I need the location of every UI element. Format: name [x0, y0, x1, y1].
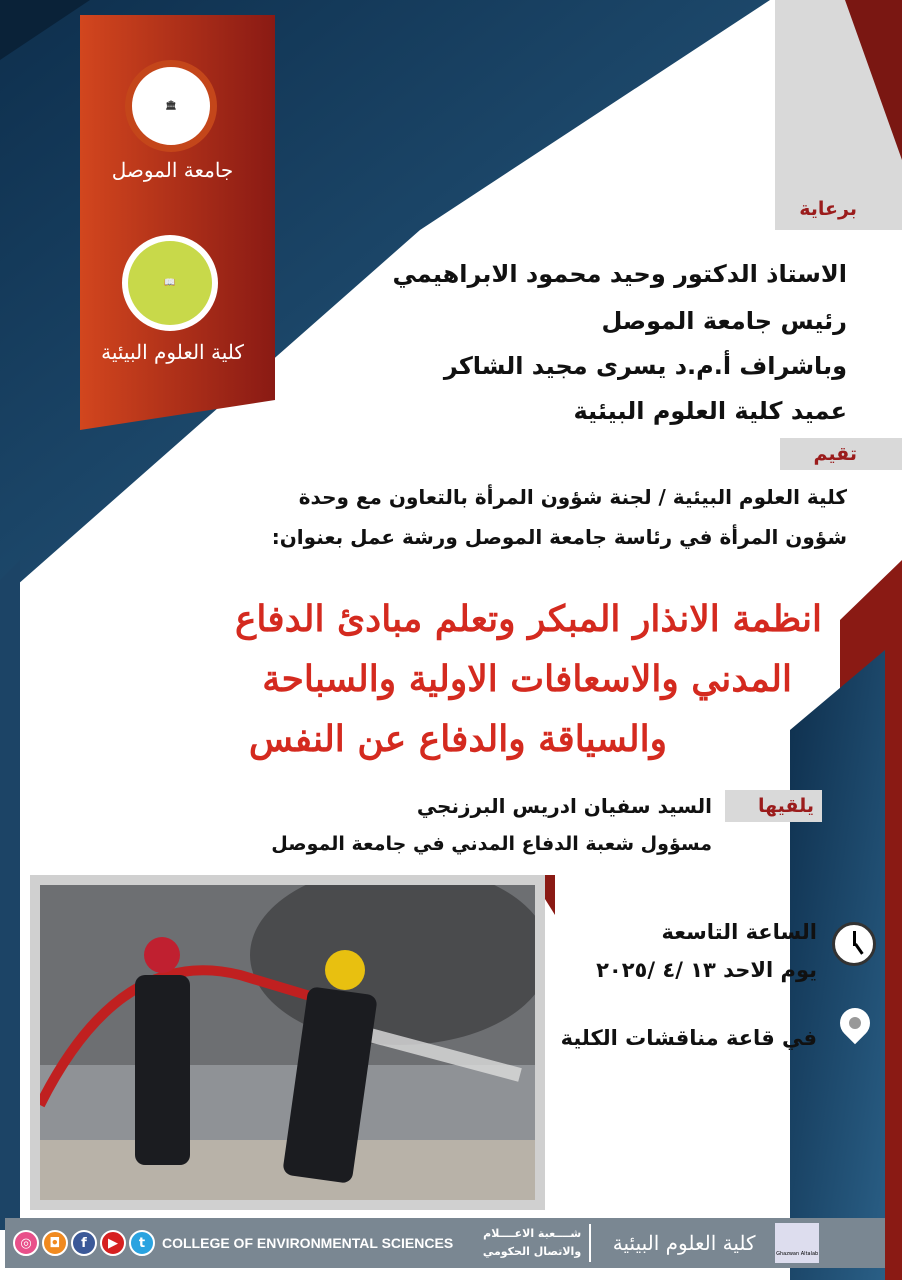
- workshop-title-line: انظمة الانذار المبكر وتعلم مبادئ الدفاع: [234, 598, 822, 640]
- speaker-name: السيد سفيان ادريس البرزنجي: [416, 794, 712, 818]
- instagram-icon[interactable]: ◘: [42, 1230, 68, 1256]
- facebook-icon[interactable]: f: [71, 1230, 97, 1256]
- college-logo: 📖: [122, 235, 218, 331]
- college-calligraphy-logo: كلية العلوم البيئية: [612, 1231, 756, 1255]
- divider: [589, 1224, 591, 1262]
- footer-bar: [5, 1218, 885, 1268]
- twitter-icon[interactable]: t: [129, 1230, 155, 1256]
- university-name-logo-text: جامعة الموصل: [111, 158, 234, 182]
- dribbble-icon[interactable]: ◎: [13, 1230, 39, 1256]
- speaker-role: مسؤول شعبة الدفاع المدني في جامعة الموصل: [271, 833, 712, 855]
- presenting-line: كلية العلوم البيئية / لجنة شؤون المرأة بالتعاون مع وحدة: [298, 485, 847, 509]
- brand-logo: Ghazwan Altalab: [775, 1223, 819, 1263]
- firefighters-photo: [30, 875, 545, 1210]
- clock-icon: [832, 922, 876, 966]
- sponsor-line: وباشراف أ.م.د يسرى مجيد الشاكر: [443, 352, 847, 380]
- workshop-title-line: والسياقة والدفاع عن النفس: [248, 718, 667, 760]
- event-date: يوم الاحد ١٣ /٤ /٢٠٢٥: [596, 958, 817, 982]
- media-dept-line: شــــعبة الاعــــلام: [483, 1227, 582, 1240]
- university-logo: 🏛: [125, 60, 217, 152]
- presenting-label: تقيم: [780, 438, 902, 470]
- event-location: في قاعة مناقشات الكلية: [560, 1026, 817, 1050]
- presenting-line: شؤون المرأة في رئاسة جامعة الموصل ورشة عمل بعنوان:: [271, 525, 847, 549]
- speaker-label: يلقيها: [725, 790, 822, 822]
- event-time: الساعة التاسعة: [661, 920, 817, 944]
- sponsor-line: رئيس جامعة الموصل: [601, 307, 847, 335]
- sponsor-line: عميد كلية العلوم البيئية: [573, 397, 847, 425]
- college-name-english: COLLEGE OF ENVIRONMENTAL SCIENCES: [162, 1235, 454, 1251]
- college-name-logo-text: كلية العلوم البيئية: [101, 340, 244, 364]
- media-dept-line: والاتصال الحكومي: [482, 1245, 582, 1258]
- youtube-icon[interactable]: ▶: [100, 1230, 126, 1256]
- sponsor-line: الاستاذ الدكتور وحيد محمود الابراهيمي: [392, 260, 847, 288]
- workshop-title-line: المدني والاسعافات الاولية والسباحة: [262, 658, 792, 700]
- sponsorship-label: برعاية: [799, 198, 857, 220]
